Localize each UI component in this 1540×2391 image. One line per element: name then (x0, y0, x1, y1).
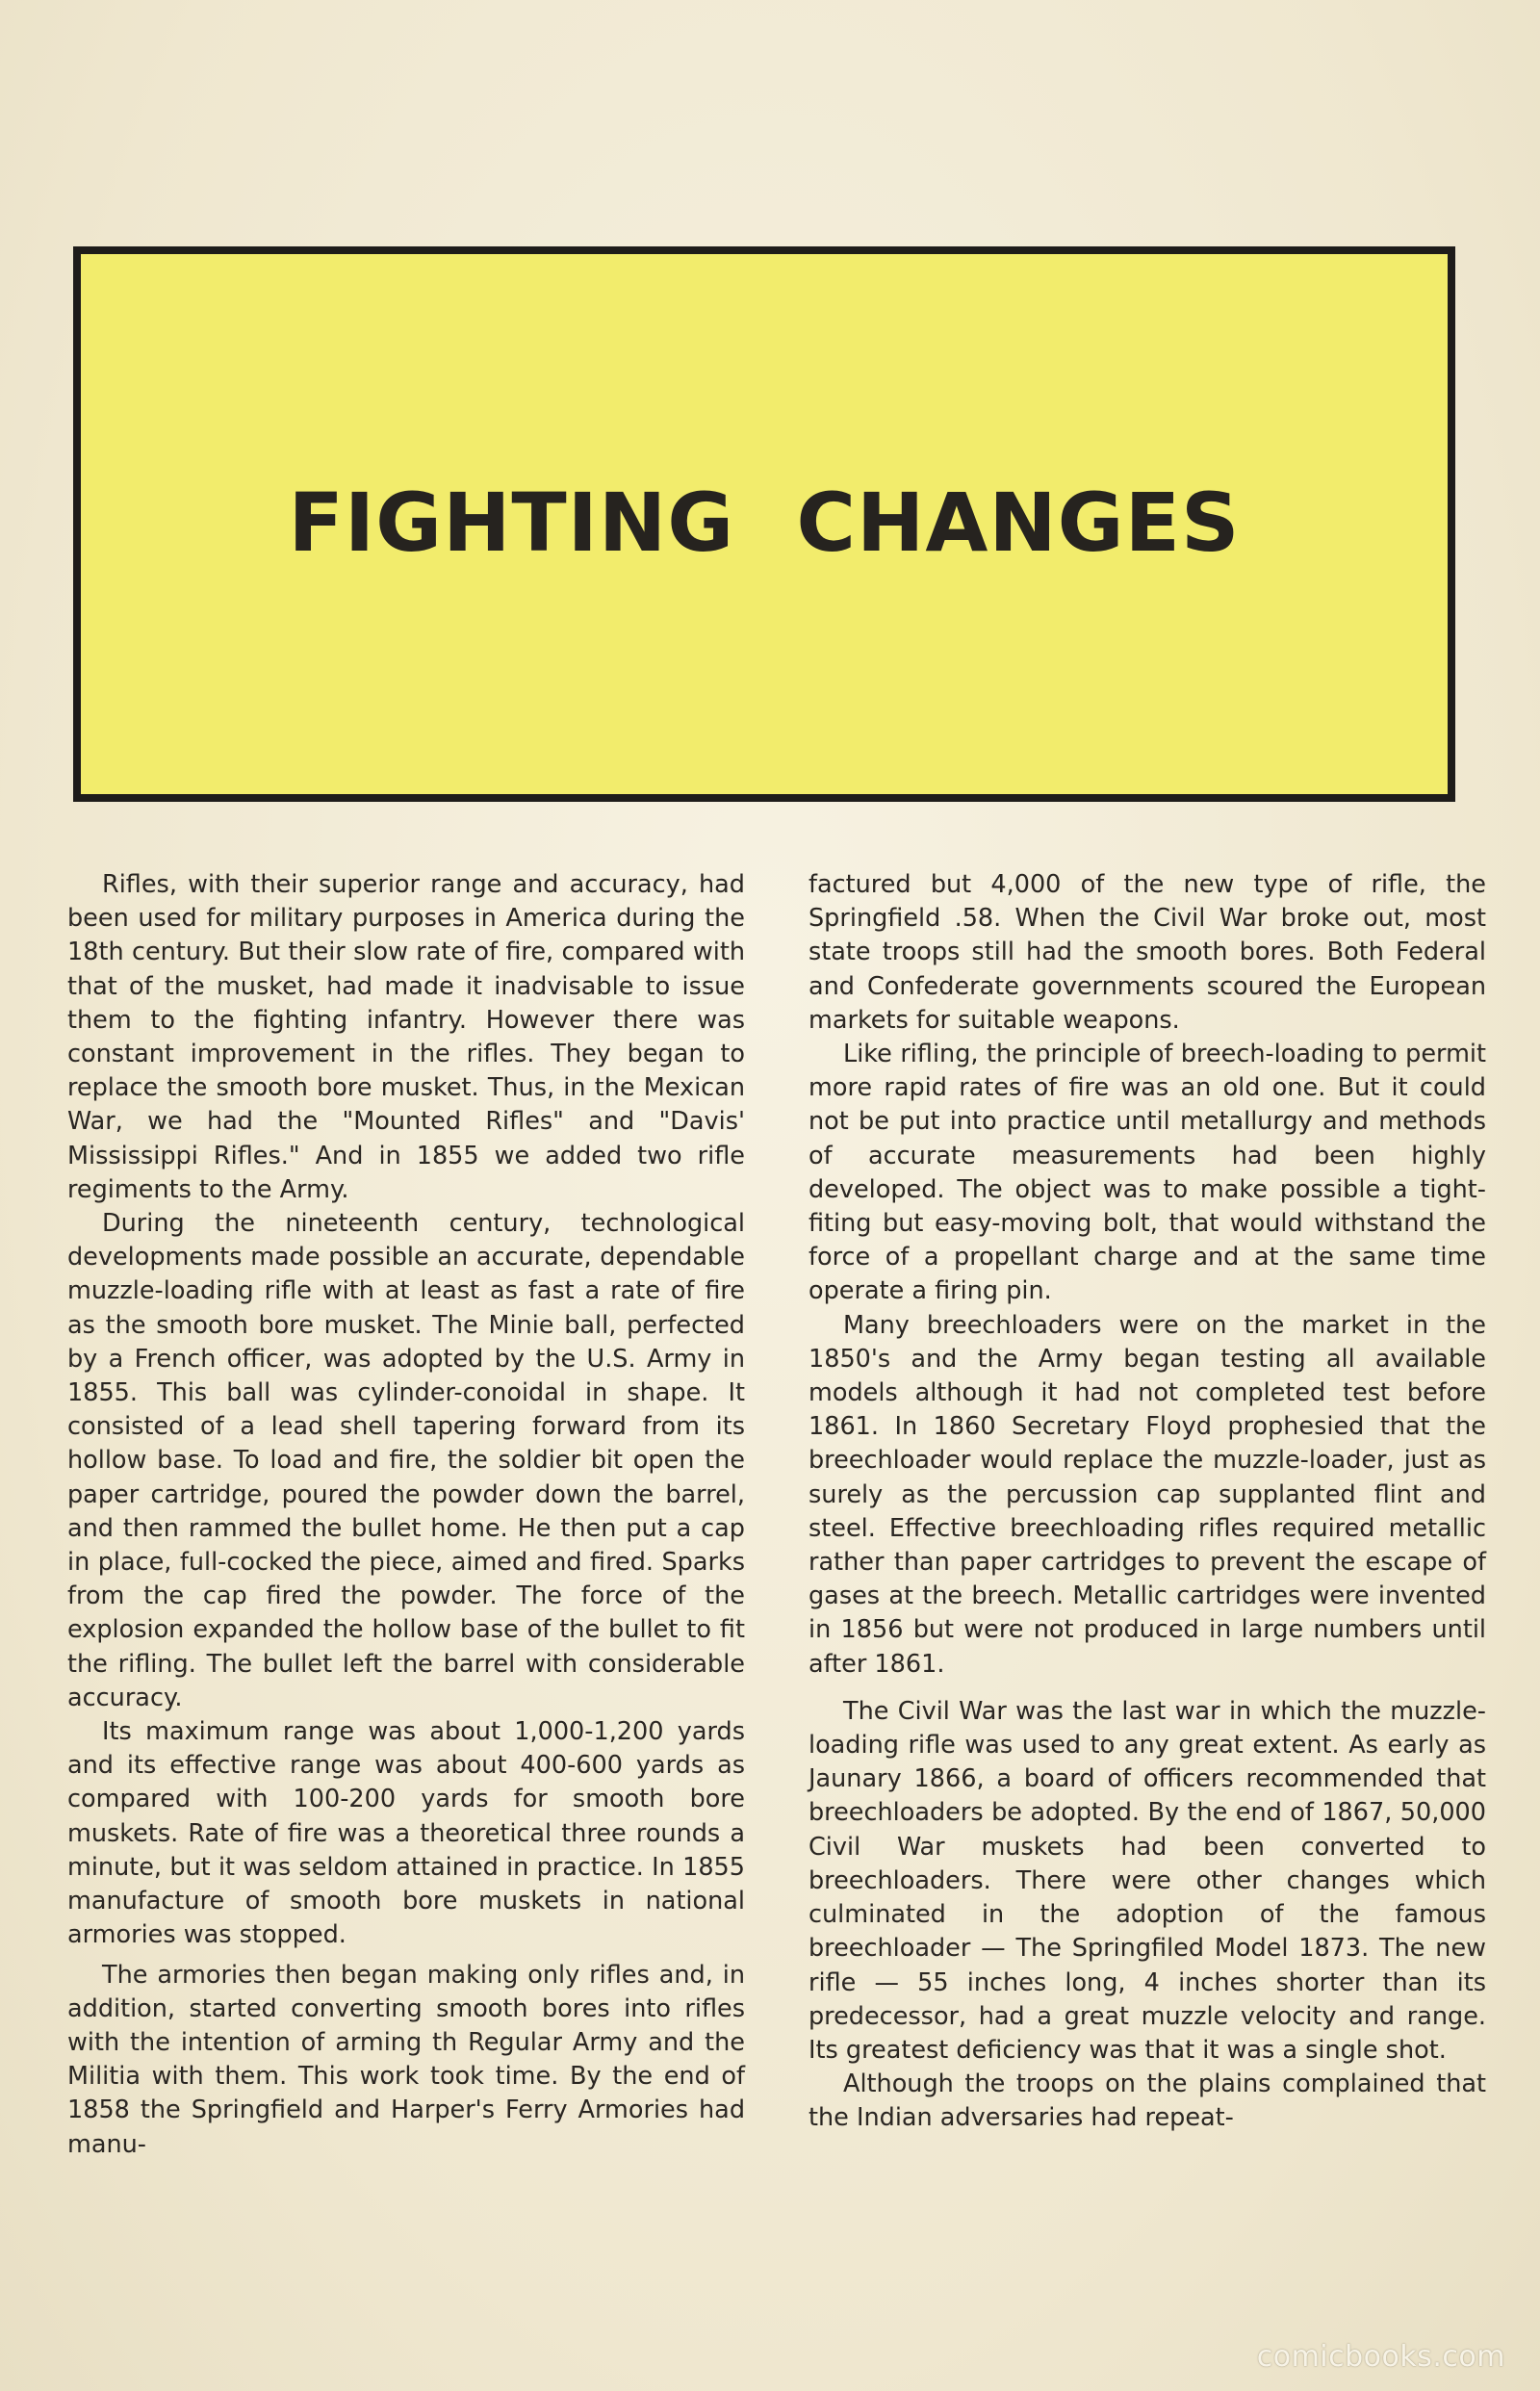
right-continuation: factured but 4,000 of the new type of rifle, the Springfield .58. When the Civil War broke out, most state troops still had the smooth bores. Both Federal and Confederate governments scoured the European markets for suitable weapons. (808, 870, 1486, 1035)
left-paragraph-4: The armories then began making only rifles and, in addition, started converting smooth bores into rifles with the intention of arming th Regular Army and the Militia with them. This work took time. By the end of 1858 the Springfield and Harper's Ferry Armories had manu- (67, 1960, 745, 2159)
right-paragraph-4: Although the troops on the plains complained that the Indian adversaries had repeat- (808, 2070, 1486, 2133)
right-paragraph-2: Many breechloaders were on the market in the 1850's and the Army began testing all available models although it had not completed test before 1861. In 1860 Secretary Floyd prophesied that the breechloader would replace the muzzle-loader, just as surely as the percussion cap supplanted flint and steel. Effective breechloading rifles required metallic rather than paper cartridges to prevent the escape of gases at the breech. Metallic cartridges were invented in 1856 but were not produced in large numbers until after 1861. (808, 1310, 1486, 1679)
left-column (67, 868, 745, 2162)
right-paragraph-3: The Civil War was the last war in which the muzzle-loading rifle was used to any great extent. As early as Jaunary 1866, a board of officers recommended that breechloaders be adopted. By the end of 1867, 50,000 Civil War muskets had been converted to breechloaders. There were other changes which culminated in the adoption of the famous breechloader — The Springfiled Model 1873. The new rifle — 55 inches long, 4 inches shorter than its predecessor, had a great muzzle velocity and range. Its greatest deficiency was that it was a single shot. (808, 1696, 1486, 2065)
left-paragraph-2: During the nineteenth century, technological developments made possible an accurate, dependable muzzle-loading rifle with at least as fast a rate of fire as the smooth bore musket. The Minie ball, perfected by a French officer, was adopted by the U.S. Army in 1855. This ball was cylinder-conoidal in shape. It consisted of a lead shell tapering forward from its hollow base. To load and fire, the soldier bit open the paper cartridge, poured the powder down the barrel, and then rammed the bullet home. He then put a cap in place, full-cocked the piece, aimed and fired. Sparks from the cap fired the powder. The force of the explosion expanded the hollow base of the bullet to fit the rifling. The bullet left the barrel with considerable accuracy. (67, 1209, 745, 1712)
page-title: FIGHTING CHANGES (288, 476, 1241, 570)
watermark: comicbooks.com (1256, 2340, 1505, 2374)
left-paragraph-1: Rifles, with their superior range and accuracy, had been used for military purposes in America during the 18th century. But their slow rate of fire, compared with that of the musket, had made it inadvisable to issue them to the fighting infantry. However there was constant improvement in the rifles. They began to replace the smooth bore musket. Thus, in the Mexican War, we had the "Mounted Rifles" and "Davis' Mississippi Rifles." And in 1855 we added two rifle regiments to the Army. (67, 870, 745, 1204)
right-column (808, 868, 1486, 2136)
left-paragraph-3: Its maximum range was about 1,000-1,200 yards and its effective range was about 400-600 yards as compared with 100-200 yards for smooth bore muskets. Rate of fire was a theoretical three rounds a minute, but it was seldom attained in practice. In 1855 manufacture of smooth bore muskets in national armories was stopped. (67, 1717, 745, 1950)
right-paragraph-1: Like rifling, the principle of breech-loading to permit more rapid rates of fire was an old one. But it could not be put into practice until metallurgy and methods of accurate measurements had been highly developed. The object was to make possible a tight-fiting but easy-moving bolt, that would withstand the force of a propellant charge and at the same time operate a firing pin. (808, 1040, 1486, 1306)
title-box (73, 246, 1455, 802)
